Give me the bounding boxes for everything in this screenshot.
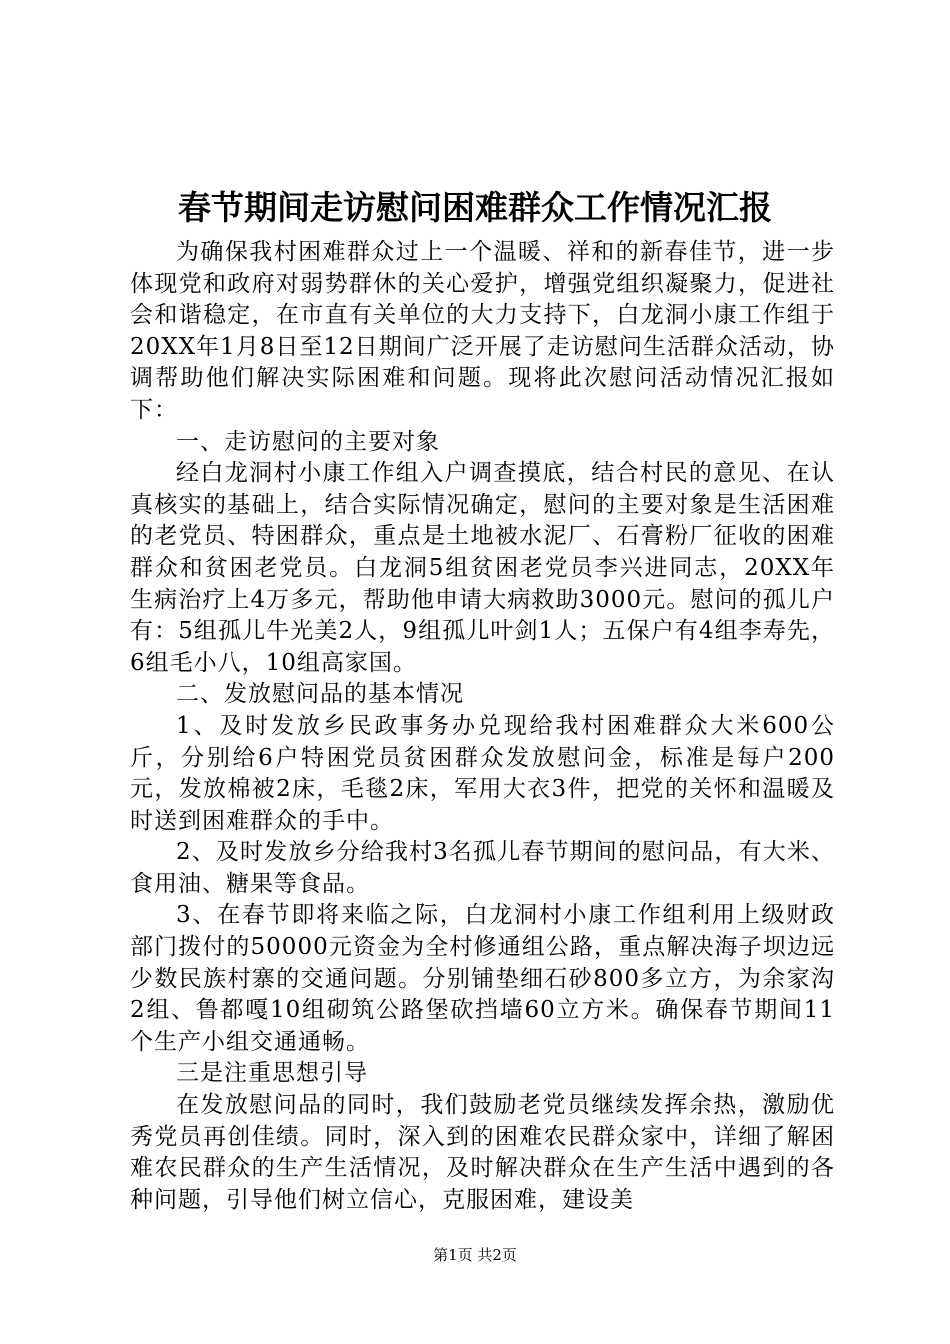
document-title: 春节期间走访慰问困难群众工作情况汇报 xyxy=(178,188,772,227)
section-heading-3: 三是注重思想引导 xyxy=(176,1060,368,1087)
page-footer: 第1页 共2页 xyxy=(433,1246,517,1264)
section-heading-1: 一、走访慰问的主要对象 xyxy=(176,428,440,455)
section-heading-2: 二、发放慰问品的基本情况 xyxy=(176,681,464,708)
paragraph-item-2: 2、及时发放乡分给我村3名孤儿春节期间的慰问品，有大米、食用油、糖果等食品。 xyxy=(130,839,835,897)
paragraph-section-3: 在发放慰问品的同时，我们鼓励老党员继续发挥余热，激励优秀党员再创佳绩。同时，深入到的困难农民群众家中，详细了解困难农民群众的生产生活情况，及时解决群众在生产生活中遇到的各种问题，引导他们树立信心，克服困难，建设美 xyxy=(130,1092,835,1213)
paragraph-section-1: 经白龙洞村小康工作组入户调查摸底，结合村民的意见、在认真核实的基础上，结合实际情况确定，慰问的主要对象是生活困难的老党员、特困群众，重点是土地被水泥厂、石膏粉厂征收的困难群众和贫困老党员。白龙洞5组贫困老党员李兴进同志，20XX年生病治疗上4万多元，帮助他申请大病救助3000元。慰问的孤儿户有：5组孤儿牛光美2人，9组孤儿叶剑1人；五保户有4组李寿先，6组毛小八，10组高家国。 xyxy=(130,460,835,676)
paragraph-item-3: 3、在春节即将来临之际，白龙洞村小康工作组利用上级财政部门拨付的50000元资金为全村修通组公路，重点解决海子坝边远少数民族村寨的交通问题。分别铺垫细石砂800多立方，为余家沟2组、鲁都嘎10组砌筑公路堡砍挡墙60立方米。确保春节期间11个生产小组交通通畅。 xyxy=(130,902,835,1055)
paragraph-intro: 为确保我村困难群众过上一个温暖、祥和的新春佳节，进一步体现党和政府对弱势群休的关心爱护，增强党组织凝聚力，促进社会和谐稳定，在市直有关单位的大力支持下，白龙洞小康工作组于20XX年1月8日至12日期间广泛开展了走访慰问生活群众活动，协调帮助他们解决实际困难和问题。现将此次慰问活动情况汇报如下： xyxy=(130,239,835,423)
document-body xyxy=(130,237,835,1216)
paragraph-item-1: 1、及时发放乡民政事务办兑现给我村困难群众大米600公斤，分别给6户特困党员贫困群众发放慰问金，标准是每户200元，发放棉被2床，毛毯2床，军用大衣3件，把党的关怀和温暖及时送到困难群众的手中。 xyxy=(130,712,835,834)
